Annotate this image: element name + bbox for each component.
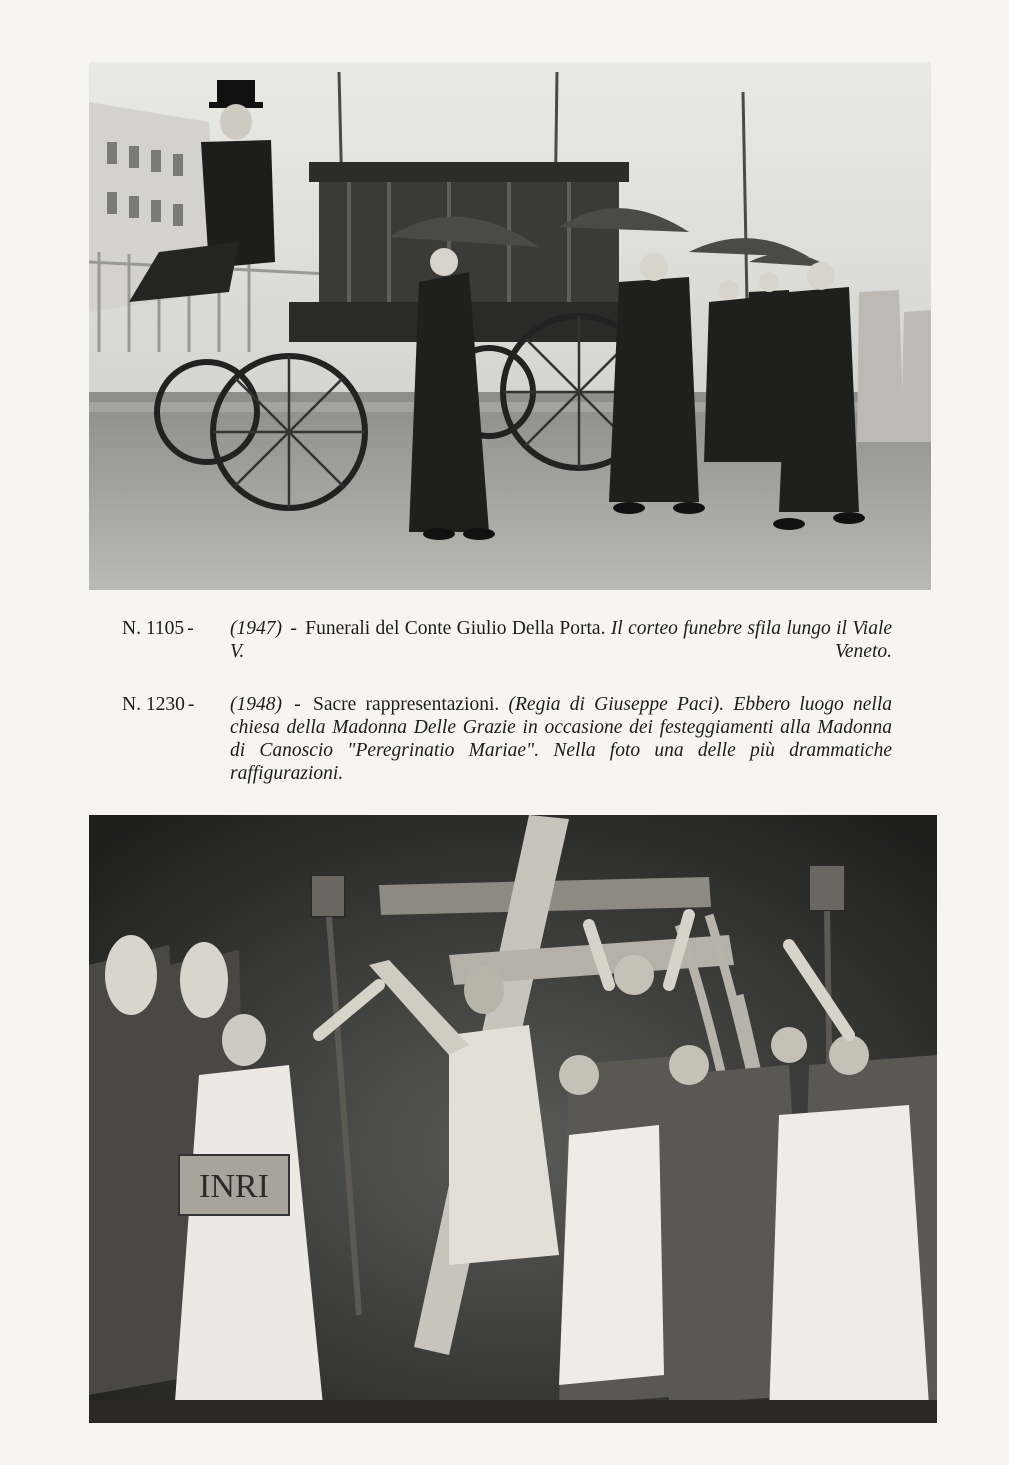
caption-1230: N. 1230 - (1948) - Sacre rappresentazioni. (Regia di Giuseppe Paci). Ebbero luogo nella chiesa della Madonna Delle Grazie in occasione dei festeggiamenti alla Madonna di Canoscio "Peregrinatio Mariae". Nella foto una delle più drammatiche raffigurazioni. bbox=[122, 694, 893, 784]
inri-sign-text: INRI bbox=[199, 1168, 269, 1205]
caption-description: Il corteo funebre sfila lungo il Viale V. Veneto. bbox=[230, 618, 893, 662]
caption-year: (1948) bbox=[230, 694, 282, 715]
sacred-play-illustration bbox=[89, 815, 937, 1423]
funeral-photo bbox=[89, 62, 931, 590]
caption-first-line: (1947) - Funerali del Conte Giulio Della Porta. Il corteo funebre sfila lungo il Viale V. Veneto. bbox=[230, 618, 893, 662]
caption-title: Funerali del Conte Giulio Della Porta. bbox=[305, 618, 606, 639]
funeral-photo-illustration bbox=[89, 62, 931, 590]
caption-description: Ebbero luogo nella chiesa della Madonna Delle Grazie in occasione dei festeggiamenti alla Madonna di Canoscio "Peregrinatio Mariae". Nella foto una delle più drammatiche raffigurazioni. bbox=[230, 694, 893, 784]
caption-1105 bbox=[122, 617, 892, 663]
caption-year: (1947) bbox=[230, 618, 282, 639]
caption-number: N. 1230 - bbox=[122, 694, 195, 715]
caption-title: Sacre rappresentazioni. bbox=[313, 694, 500, 715]
caption-credit: (Regia di Giuseppe Paci). bbox=[508, 694, 725, 715]
caption-number: N. 1105 - bbox=[122, 618, 194, 639]
sacred-play-photo bbox=[89, 815, 937, 1423]
